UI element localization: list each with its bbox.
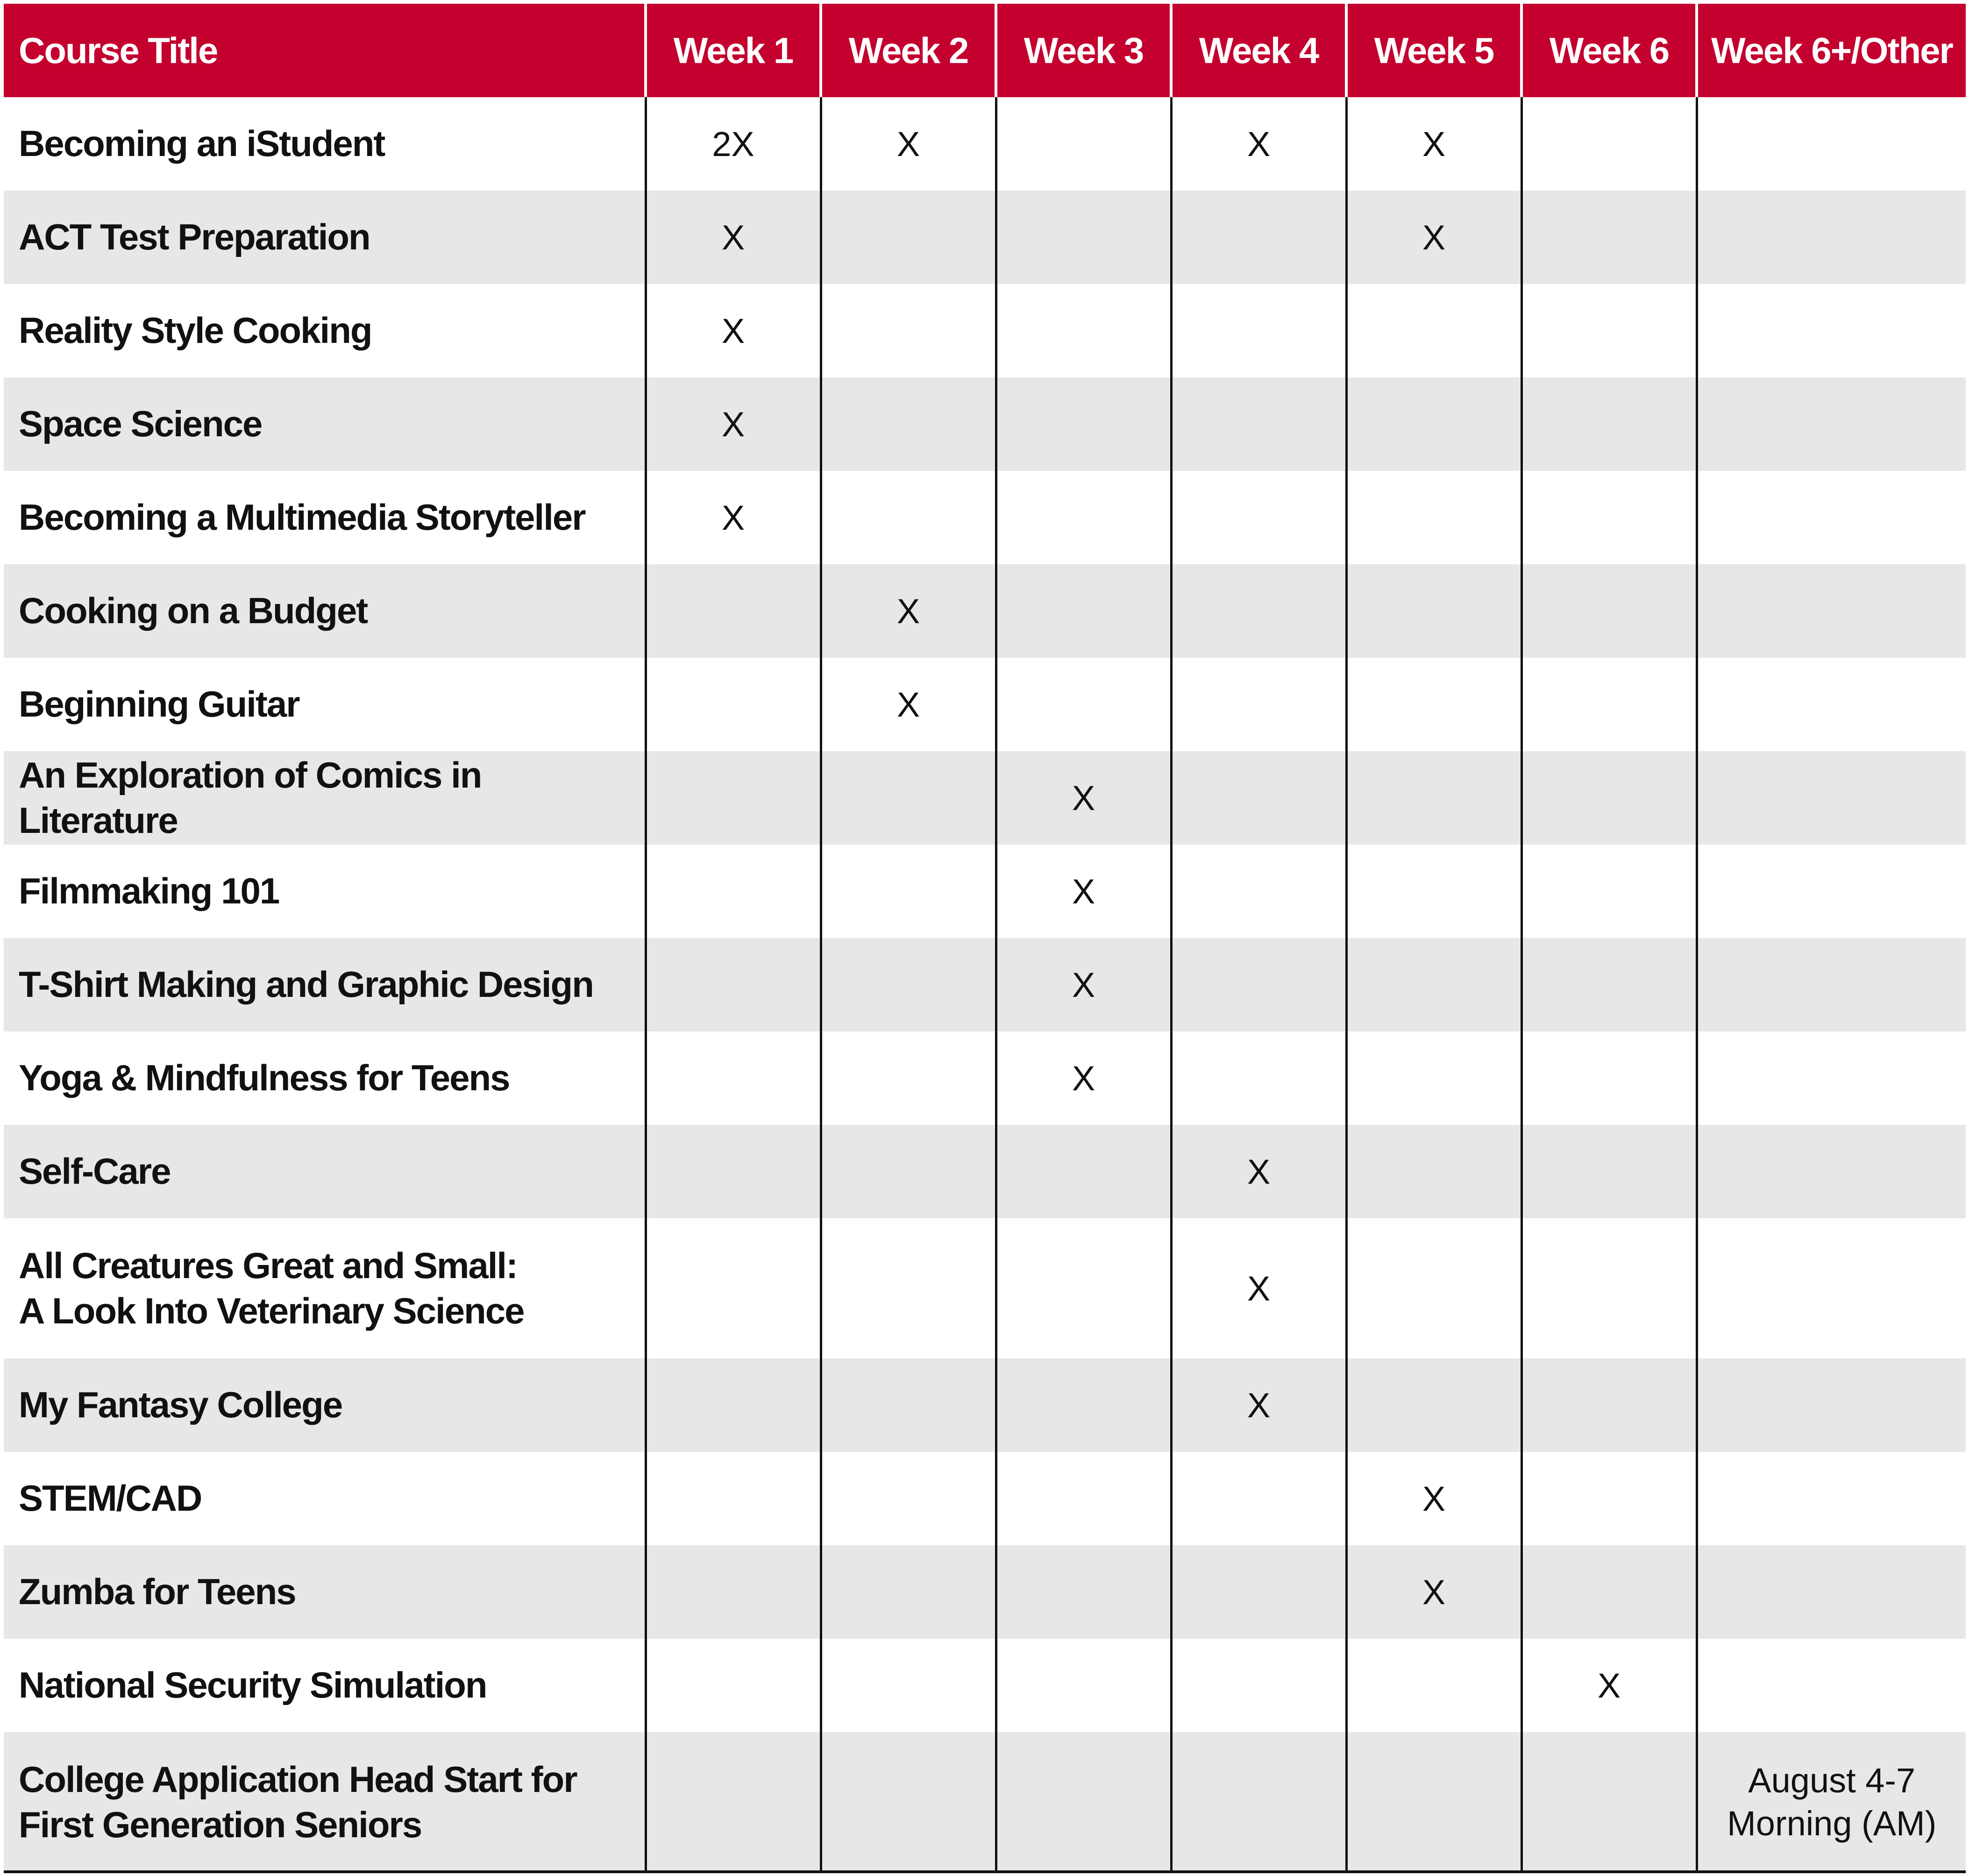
week-6-cell — [1521, 658, 1697, 751]
course-title-cell — [4, 1732, 646, 1872]
week-6-cell — [1521, 1125, 1697, 1218]
week-6-cell — [1521, 564, 1697, 658]
week-4-cell — [1171, 938, 1346, 1031]
week-3-cell — [996, 191, 1171, 284]
week-6-cell — [1521, 1218, 1697, 1358]
course-title-line-1: College Application Head Start for — [19, 1758, 577, 1800]
header-week-6-plus-other: Week 6+/Other — [1697, 4, 1966, 97]
week-3-cell — [996, 1452, 1171, 1545]
week-6-plus-other-cell — [1697, 658, 1966, 751]
week-4-cell: X — [1171, 1125, 1346, 1218]
week-1-cell — [646, 1218, 821, 1358]
week-2-cell: X — [821, 97, 996, 191]
week-2-cell — [821, 1125, 996, 1218]
week-6-cell — [1521, 191, 1697, 284]
week-4-cell — [1171, 658, 1346, 751]
other-time-line: Morning (AM) — [1727, 1804, 1937, 1843]
week-6-cell — [1521, 1545, 1697, 1639]
week-4-cell — [1171, 1545, 1346, 1639]
week-5-cell — [1346, 938, 1521, 1031]
table-row — [4, 191, 1966, 284]
week-6-plus-other-cell — [1697, 1125, 1966, 1218]
week-6-plus-other-cell — [1697, 564, 1966, 658]
course-title-cell: Yoga & Mindfulness for Teens — [4, 1031, 646, 1125]
week-2-cell — [821, 471, 996, 564]
table-row — [4, 1545, 1966, 1639]
week-3-cell — [996, 284, 1171, 377]
week-2-cell — [821, 845, 996, 938]
table-row — [4, 564, 1966, 658]
week-2-cell — [821, 1452, 996, 1545]
week-5-cell — [1346, 471, 1521, 564]
week-1-cell: X — [646, 191, 821, 284]
course-title-cell: Reality Style Cooking — [4, 284, 646, 377]
table-row — [4, 1358, 1966, 1452]
table-row — [4, 751, 1966, 845]
table-row — [4, 1125, 1966, 1218]
week-6-cell — [1521, 1031, 1697, 1125]
week-4-cell — [1171, 564, 1346, 658]
week-2-cell: X — [821, 658, 996, 751]
course-title-cell: Cooking on a Budget — [4, 564, 646, 658]
week-1-cell: X — [646, 377, 821, 471]
week-6-cell — [1521, 751, 1697, 845]
week-1-cell: 2X — [646, 97, 821, 191]
week-1-cell: X — [646, 284, 821, 377]
week-5-cell — [1346, 751, 1521, 845]
table-header-row — [4, 4, 1966, 97]
week-6-plus-other-cell — [1697, 1545, 1966, 1639]
week-3-cell — [996, 564, 1171, 658]
week-6-cell — [1521, 471, 1697, 564]
week-4-cell — [1171, 1639, 1346, 1732]
course-title-cell: Space Science — [4, 377, 646, 471]
week-1-cell — [646, 1358, 821, 1452]
week-3-cell — [996, 1125, 1171, 1218]
header-week-5: Week 5 — [1346, 4, 1521, 97]
week-2-cell — [821, 1031, 996, 1125]
other-date-line: August 4-7 — [1748, 1761, 1916, 1800]
week-6-plus-other-cell — [1697, 191, 1966, 284]
week-1-cell — [646, 938, 821, 1031]
week-5-cell — [1346, 845, 1521, 938]
week-5-cell — [1346, 1218, 1521, 1358]
course-title-cell: T-Shirt Making and Graphic Design — [4, 938, 646, 1031]
course-title-cell — [4, 1218, 646, 1358]
week-6-cell — [1521, 97, 1697, 191]
table-row — [4, 1031, 1966, 1125]
week-6-plus-other-cell — [1697, 1732, 1966, 1872]
week-3-cell — [996, 1639, 1171, 1732]
header-week-1: Week 1 — [646, 4, 821, 97]
week-6-plus-other-cell — [1697, 1639, 1966, 1732]
course-title-cell: Zumba for Teens — [4, 1545, 646, 1639]
week-5-cell — [1346, 658, 1521, 751]
week-3-cell: X — [996, 751, 1171, 845]
week-4-cell — [1171, 284, 1346, 377]
course-title-cell: Becoming an iStudent — [4, 97, 646, 191]
week-3-cell — [996, 377, 1171, 471]
table-row — [4, 845, 1966, 938]
table-row — [4, 1732, 1966, 1872]
course-title-cell: ACT Test Preparation — [4, 191, 646, 284]
header-week-2: Week 2 — [821, 4, 996, 97]
course-title-cell: National Security Simulation — [4, 1639, 646, 1732]
week-4-cell: X — [1171, 1218, 1346, 1358]
week-2-cell — [821, 1639, 996, 1732]
week-5-cell — [1346, 564, 1521, 658]
week-3-cell — [996, 1732, 1171, 1872]
week-1-cell — [646, 1452, 821, 1545]
week-5-cell — [1346, 1358, 1521, 1452]
week-3-cell: X — [996, 938, 1171, 1031]
header-course-title: Course Title — [4, 4, 646, 97]
week-5-cell: X — [1346, 191, 1521, 284]
week-1-cell — [646, 1031, 821, 1125]
week-5-cell — [1346, 284, 1521, 377]
week-3-cell — [996, 1218, 1171, 1358]
week-5-cell: X — [1346, 97, 1521, 191]
week-3-cell: X — [996, 1031, 1171, 1125]
week-6-plus-other-cell — [1697, 845, 1966, 938]
course-title-line-2: First Generation Seniors — [19, 1804, 422, 1845]
header-week-6: Week 6 — [1521, 4, 1697, 97]
week-3-cell — [996, 1358, 1171, 1452]
header-week-4: Week 4 — [1171, 4, 1346, 97]
header-week-3: Week 3 — [996, 4, 1171, 97]
week-4-cell — [1171, 471, 1346, 564]
week-6-plus-other-cell — [1697, 471, 1966, 564]
week-3-cell: X — [996, 845, 1171, 938]
week-2-cell — [821, 938, 996, 1031]
course-title-cell: Becoming a Multimedia Storyteller — [4, 471, 646, 564]
week-1-cell — [646, 751, 821, 845]
week-6-cell — [1521, 845, 1697, 938]
week-5-cell: X — [1346, 1545, 1521, 1639]
course-title-cell: Beginning Guitar — [4, 658, 646, 751]
week-2-cell — [821, 1218, 996, 1358]
week-3-cell — [996, 1545, 1171, 1639]
week-6-plus-other-cell — [1697, 1452, 1966, 1545]
table-row — [4, 1452, 1966, 1545]
course-title-line-2: A Look Into Veterinary Science — [19, 1290, 524, 1331]
week-3-cell — [996, 658, 1171, 751]
week-6-cell — [1521, 938, 1697, 1031]
week-1-cell — [646, 1125, 821, 1218]
week-6-plus-other-cell — [1697, 1358, 1966, 1452]
week-1-cell — [646, 845, 821, 938]
week-2-cell — [821, 1732, 996, 1872]
course-title-cell: An Exploration of Comics in Literature — [4, 751, 646, 845]
table-row — [4, 1218, 1966, 1358]
week-6-cell — [1521, 1358, 1697, 1452]
week-6-cell — [1521, 1452, 1697, 1545]
week-6-plus-other-cell — [1697, 751, 1966, 845]
week-1-cell: X — [646, 471, 821, 564]
week-2-cell — [821, 1545, 996, 1639]
week-4-cell: X — [1171, 1358, 1346, 1452]
course-title-cell: My Fantasy College — [4, 1358, 646, 1452]
week-4-cell — [1171, 191, 1346, 284]
week-4-cell: X — [1171, 97, 1346, 191]
week-2-cell — [821, 751, 996, 845]
week-5-cell — [1346, 1732, 1521, 1872]
week-2-cell — [821, 377, 996, 471]
week-6-plus-other-cell — [1697, 97, 1966, 191]
week-4-cell — [1171, 845, 1346, 938]
week-5-cell — [1346, 1031, 1521, 1125]
week-6-plus-other-cell — [1697, 1218, 1966, 1358]
week-1-cell — [646, 1732, 821, 1872]
week-1-cell — [646, 1639, 821, 1732]
week-5-cell: X — [1346, 1452, 1521, 1545]
course-schedule-table — [4, 4, 1966, 1872]
week-3-cell — [996, 97, 1171, 191]
table-row — [4, 471, 1966, 564]
course-title-cell: Self-Care — [4, 1125, 646, 1218]
week-2-cell — [821, 284, 996, 377]
week-6-cell — [1521, 1732, 1697, 1872]
week-2-cell — [821, 191, 996, 284]
table-row — [4, 284, 1966, 377]
week-6-plus-other-cell — [1697, 284, 1966, 377]
week-3-cell — [996, 471, 1171, 564]
week-2-cell — [821, 1358, 996, 1452]
week-6-cell — [1521, 377, 1697, 471]
week-6-plus-other-cell — [1697, 377, 1966, 471]
table-bottom-border — [4, 1870, 1966, 1873]
course-title-cell: Filmmaking 101 — [4, 845, 646, 938]
week-2-cell: X — [821, 564, 996, 658]
course-title-cell: STEM/CAD — [4, 1452, 646, 1545]
week-5-cell — [1346, 377, 1521, 471]
table-row — [4, 658, 1966, 751]
week-4-cell — [1171, 1031, 1346, 1125]
week-1-cell — [646, 564, 821, 658]
week-6-plus-other-cell — [1697, 938, 1966, 1031]
week-4-cell — [1171, 377, 1346, 471]
week-4-cell — [1171, 1732, 1346, 1872]
week-5-cell — [1346, 1639, 1521, 1732]
week-1-cell — [646, 1545, 821, 1639]
week-6-cell: X — [1521, 1639, 1697, 1732]
week-4-cell — [1171, 751, 1346, 845]
course-title-line-1: All Creatures Great and Small: — [19, 1244, 518, 1286]
week-5-cell — [1346, 1125, 1521, 1218]
table-row — [4, 1639, 1966, 1732]
table-row — [4, 377, 1966, 471]
week-4-cell — [1171, 1452, 1346, 1545]
table-row — [4, 97, 1966, 191]
table-row — [4, 938, 1966, 1031]
week-1-cell — [646, 658, 821, 751]
week-6-cell — [1521, 284, 1697, 377]
week-6-plus-other-cell — [1697, 1031, 1966, 1125]
